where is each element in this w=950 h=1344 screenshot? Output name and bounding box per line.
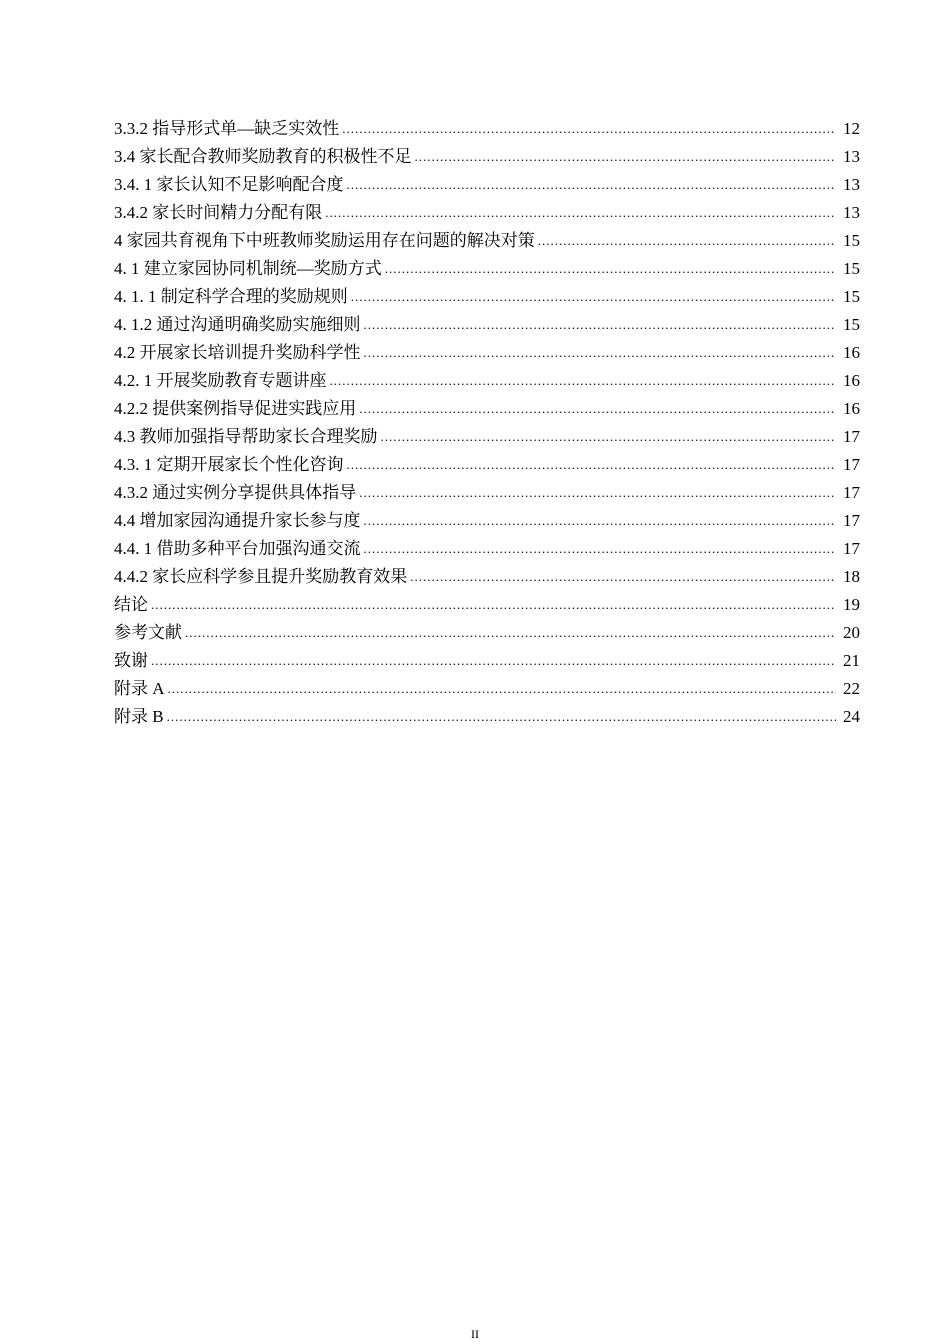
toc-entry[interactable] [114, 647, 860, 675]
toc-dot-leader [385, 255, 836, 283]
toc-dot-leader [151, 591, 836, 619]
table-of-contents [114, 115, 860, 731]
toc-entry-title: 4.4.2 家长应科学参且提升奖励教育效果 [114, 567, 408, 586]
toc-entry[interactable] [114, 255, 860, 283]
toc-entry[interactable] [114, 591, 860, 619]
toc-entry-title: 附录 A [114, 679, 165, 698]
toc-entry-page-number: 22 [843, 679, 860, 698]
toc-entry-title: 3.4.2 家长时间精力分配有限 [114, 203, 323, 222]
toc-entry-title: 3.4. 1 家长认知不足影响配合度 [114, 175, 344, 194]
toc-entry-page-number: 21 [843, 651, 860, 670]
toc-dot-leader [364, 339, 837, 367]
toc-dot-leader [168, 675, 836, 703]
toc-entry-page-number: 15 [843, 287, 860, 306]
toc-entry-title: 附录 B [114, 707, 164, 726]
toc-entry-page-number: 15 [843, 231, 860, 250]
toc-entry[interactable] [114, 143, 860, 171]
toc-entry-title: 4. 1. 1 制定科学合理的奖励规则 [114, 287, 348, 306]
toc-entry[interactable] [114, 507, 860, 535]
toc-dot-leader [347, 171, 837, 199]
toc-entry-title: 4. 1.2 通过沟通明确奖励实施细则 [114, 315, 361, 334]
toc-entry-title: 4 家园共育视角下中班教师奖励运用存在问题的解决对策 [114, 231, 535, 250]
toc-entry[interactable] [114, 199, 860, 227]
toc-dot-leader [359, 395, 836, 423]
toc-entry-title: 4.3 教师加强指导帮助家长合理奖励 [114, 427, 378, 446]
toc-entry-page-number: 24 [843, 707, 860, 726]
toc-entry[interactable] [114, 171, 860, 199]
toc-entry-page-number: 18 [843, 567, 860, 586]
toc-entry-title: 3.4 家长配合教师奖励教育的积极性不足 [114, 147, 412, 166]
toc-entry[interactable] [114, 451, 860, 479]
toc-entry[interactable] [114, 479, 860, 507]
toc-entry-page-number: 19 [843, 595, 860, 614]
toc-entry[interactable] [114, 283, 860, 311]
toc-dot-leader [415, 143, 837, 171]
toc-entry-title: 4.3.2 通过实例分享提供具体指导 [114, 483, 357, 502]
toc-entry-title: 4.2 开展家长培训提升奖励科学性 [114, 343, 361, 362]
toc-entry[interactable] [114, 227, 860, 255]
toc-entry[interactable] [114, 395, 860, 423]
toc-entry-page-number: 16 [843, 399, 860, 418]
toc-entry[interactable] [114, 311, 860, 339]
toc-entry-page-number: 15 [843, 315, 860, 334]
toc-dot-leader [364, 535, 837, 563]
toc-entry[interactable] [114, 675, 860, 703]
toc-entry[interactable] [114, 535, 860, 563]
toc-entry[interactable] [114, 563, 860, 591]
toc-entry-page-number: 17 [843, 483, 860, 502]
toc-dot-leader [151, 647, 836, 675]
toc-entry-page-number: 15 [843, 259, 860, 278]
toc-entry-page-number: 17 [843, 427, 860, 446]
toc-dot-leader [330, 367, 837, 395]
toc-dot-leader [167, 703, 836, 731]
toc-entry[interactable] [114, 703, 860, 731]
toc-dot-leader [347, 451, 837, 479]
toc-dot-leader [359, 479, 836, 507]
toc-entry-title: 4.4 增加家园沟通提升家长参与度 [114, 511, 361, 530]
toc-entry-page-number: 12 [843, 119, 860, 138]
toc-entry-page-number: 17 [843, 455, 860, 474]
toc-entry-title: 致谢 [114, 651, 148, 670]
toc-entry[interactable] [114, 339, 860, 367]
toc-entry-title: 4.3. 1 定期开展家长个性化咨询 [114, 455, 344, 474]
toc-dot-leader [364, 507, 837, 535]
toc-entry-title: 4. 1 建立家园协同机制统—奖励方式 [114, 259, 382, 278]
toc-entry[interactable] [114, 423, 860, 451]
toc-entry-page-number: 13 [843, 175, 860, 194]
toc-entry-title: 3.3.2 指导形式单—缺乏实效性 [114, 119, 340, 138]
toc-entry-page-number: 17 [843, 539, 860, 558]
toc-entry-title: 参考文献 [114, 623, 182, 642]
toc-entry-title: 4.4. 1 借助多种平台加强沟通交流 [114, 539, 361, 558]
toc-entry-page-number: 16 [843, 343, 860, 362]
toc-entry-page-number: 17 [843, 511, 860, 530]
toc-dot-leader [325, 199, 836, 227]
page-number: II [471, 1327, 479, 1341]
toc-dot-leader [381, 423, 837, 451]
toc-entry[interactable] [114, 367, 860, 395]
toc-dot-leader [410, 563, 836, 591]
toc-entry-title: 4.2. 1 开展奖励教育专题讲座 [114, 371, 327, 390]
toc-dot-leader [342, 115, 836, 143]
toc-entry-title: 4.2.2 提供案例指导促进实践应用 [114, 399, 357, 418]
toc-dot-leader [185, 619, 836, 647]
toc-entry-page-number: 16 [843, 371, 860, 390]
toc-entry[interactable] [114, 115, 860, 143]
toc-entry-page-number: 13 [843, 203, 860, 222]
toc-entry[interactable] [114, 619, 860, 647]
toc-entry-page-number: 20 [843, 623, 860, 642]
toc-entry-page-number: 13 [843, 147, 860, 166]
toc-entry-title: 结论 [114, 595, 148, 614]
toc-dot-leader [538, 227, 836, 255]
toc-dot-leader [351, 283, 836, 311]
toc-dot-leader [364, 311, 837, 339]
